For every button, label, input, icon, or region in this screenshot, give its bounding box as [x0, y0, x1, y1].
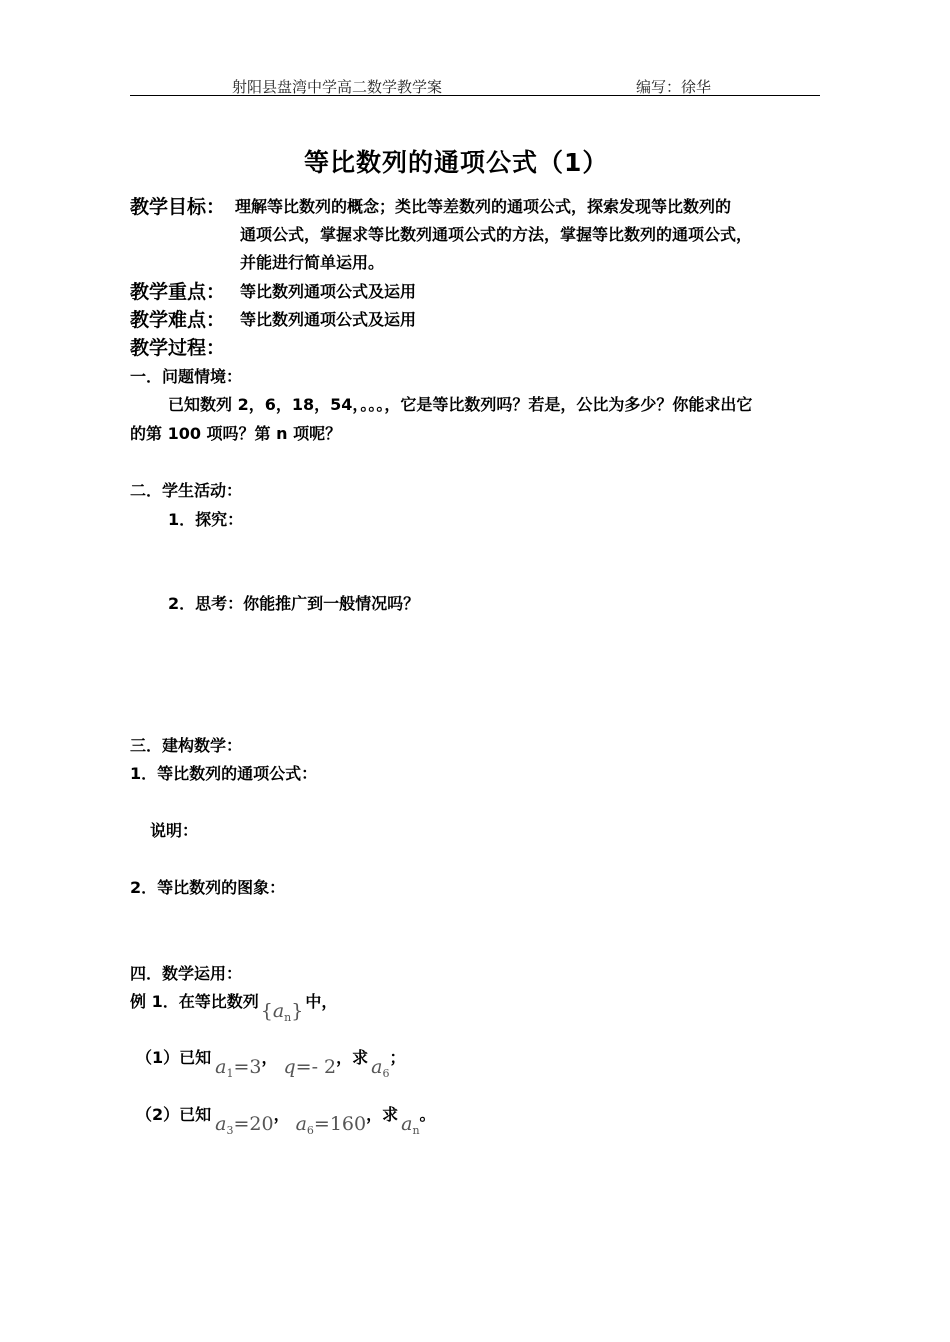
header-rule — [130, 95, 820, 96]
part2-prefix: （2）已知 — [136, 1105, 212, 1124]
part2-given-a6: $a_6=160$ — [295, 1113, 367, 1137]
section1-heading: 一．问题情境： — [130, 367, 243, 386]
section1-line2: 的第 100 项吗？第 n 项呢？ — [130, 424, 342, 443]
process-label: 教学过程： — [130, 337, 226, 359]
part1-given-a1: $a_1=3$ — [215, 1056, 262, 1080]
part2-given-a3: $a_3=20$ — [215, 1113, 274, 1137]
objectives-line1: 理解等比数列的概念；类比等差数列的通项公式，探索发现等比数列的 — [235, 197, 732, 216]
part1-end: ； — [389, 1048, 406, 1067]
part2-ask: ，求 — [366, 1105, 399, 1124]
part1-ask: ，求 — [336, 1048, 369, 1067]
difficulty-label: 教学难点： — [130, 309, 226, 331]
section3-item1: 1．等比数列的通项公式： — [130, 764, 318, 783]
example1-part2 — [136, 1102, 436, 1137]
part1-target: $a_6$ — [371, 1056, 390, 1080]
section3-heading: 三．建构数学： — [130, 736, 243, 755]
sequence-symbol: $\{a_n\}$ — [260, 1000, 304, 1024]
header-author: 编写：徐华 — [636, 78, 712, 96]
part2-comma: ， — [273, 1105, 290, 1124]
section4-heading: 四．数学运用： — [130, 964, 243, 983]
objectives-line3: 并能进行简单运用。 — [240, 253, 385, 272]
part2-target: $a_n$ — [401, 1113, 420, 1137]
part1-given-q: q=- 2 — [283, 1056, 337, 1078]
objectives-line2: 通项公式，掌握求等比数列通项公式的方法，掌握等比数列的通项公式， — [240, 225, 753, 244]
section3-item2: 2．等比数列的图象： — [130, 878, 286, 897]
example1-part1 — [136, 1045, 406, 1080]
part2-end: 。 — [419, 1105, 436, 1124]
difficulty-text: 等比数列通项公式及运用 — [240, 310, 417, 329]
section2-item1: 1．探究： — [168, 510, 244, 529]
header-school: 射阳县盘湾中学高二数学教学案 — [232, 78, 443, 96]
section2-heading: 二．学生活动： — [130, 481, 243, 500]
example1-prefix: 例 1．在等比数列 — [130, 992, 259, 1011]
section3-note: 说明： — [150, 821, 199, 840]
example1-line — [130, 989, 338, 1024]
key-point-text: 等比数列通项公式及运用 — [240, 282, 417, 301]
part1-prefix: （1）已知 — [136, 1048, 212, 1067]
section1-line1: 已知数列 2，6，18，54，。。。，它是等比数列吗？若是，公比为多少？你能求出它 — [168, 395, 753, 414]
objectives-label: 教学目标： — [130, 196, 226, 218]
key-point-label: 教学重点： — [130, 281, 226, 303]
section2-item2: 2．思考：你能推广到一般情况吗？ — [168, 594, 420, 613]
example1-suffix: 中， — [305, 992, 338, 1011]
part1-comma: ， — [261, 1048, 278, 1067]
page-title: 等比数列的通项公式（1） — [304, 148, 609, 177]
